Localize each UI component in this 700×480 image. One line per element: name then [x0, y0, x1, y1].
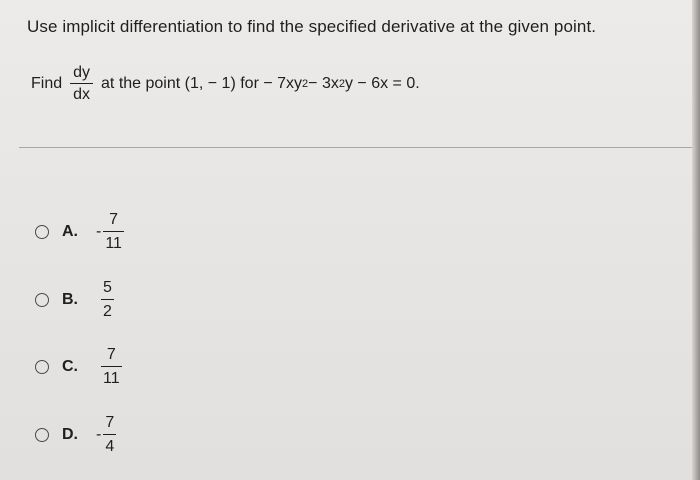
option-fraction: [101, 347, 122, 387]
point-text: at the point (1, − 1) for − 7xy: [101, 75, 303, 92]
radio-button-d[interactable]: [35, 428, 49, 442]
option-b[interactable]: [35, 280, 114, 320]
radio-button-b[interactable]: [35, 293, 49, 307]
radio-button-a[interactable]: [35, 225, 49, 239]
option-denominator: 11: [103, 370, 120, 388]
question-statement: Find $\frac{dy}{dx}$ at the point (1, − 1) for − 7xy 2 − 3x 2 y − 6x = 0.: [31, 63, 420, 104]
option-letter: A.: [62, 223, 78, 241]
option-d[interactable]: [35, 415, 116, 455]
radio-button-c[interactable]: [35, 360, 49, 374]
option-a[interactable]: [35, 212, 124, 252]
option-fraction: [103, 212, 124, 252]
screen-edge: [692, 0, 700, 480]
option-letter: B.: [62, 291, 78, 309]
equation-middle: − 3x: [308, 75, 339, 92]
option-numerator: 7: [109, 211, 119, 228]
derivative-fraction: [70, 65, 93, 103]
option-numerator: 5: [103, 279, 112, 296]
find-label: Find: [31, 75, 63, 92]
option-fraction: [101, 280, 114, 320]
option-denominator: 11: [105, 235, 122, 253]
question-instruction: Use implicit differentiation to find the specified derivative at the given point.: [27, 17, 597, 36]
option-sign: -: [96, 223, 102, 241]
option-letter: C.: [62, 358, 78, 376]
equation-end: y − 6x = 0.: [344, 75, 420, 92]
derivative-denominator: dx: [73, 86, 91, 104]
option-numerator: 7: [105, 414, 115, 431]
derivative-numerator: dy: [73, 63, 91, 81]
option-sign: -: [96, 426, 102, 444]
option-c[interactable]: [35, 347, 122, 387]
option-denominator: 2: [103, 303, 112, 321]
option-letter: D.: [62, 426, 78, 444]
divider: [19, 147, 700, 148]
option-fraction: [103, 415, 116, 455]
option-numerator: 7: [106, 346, 116, 363]
option-denominator: 4: [105, 438, 115, 456]
